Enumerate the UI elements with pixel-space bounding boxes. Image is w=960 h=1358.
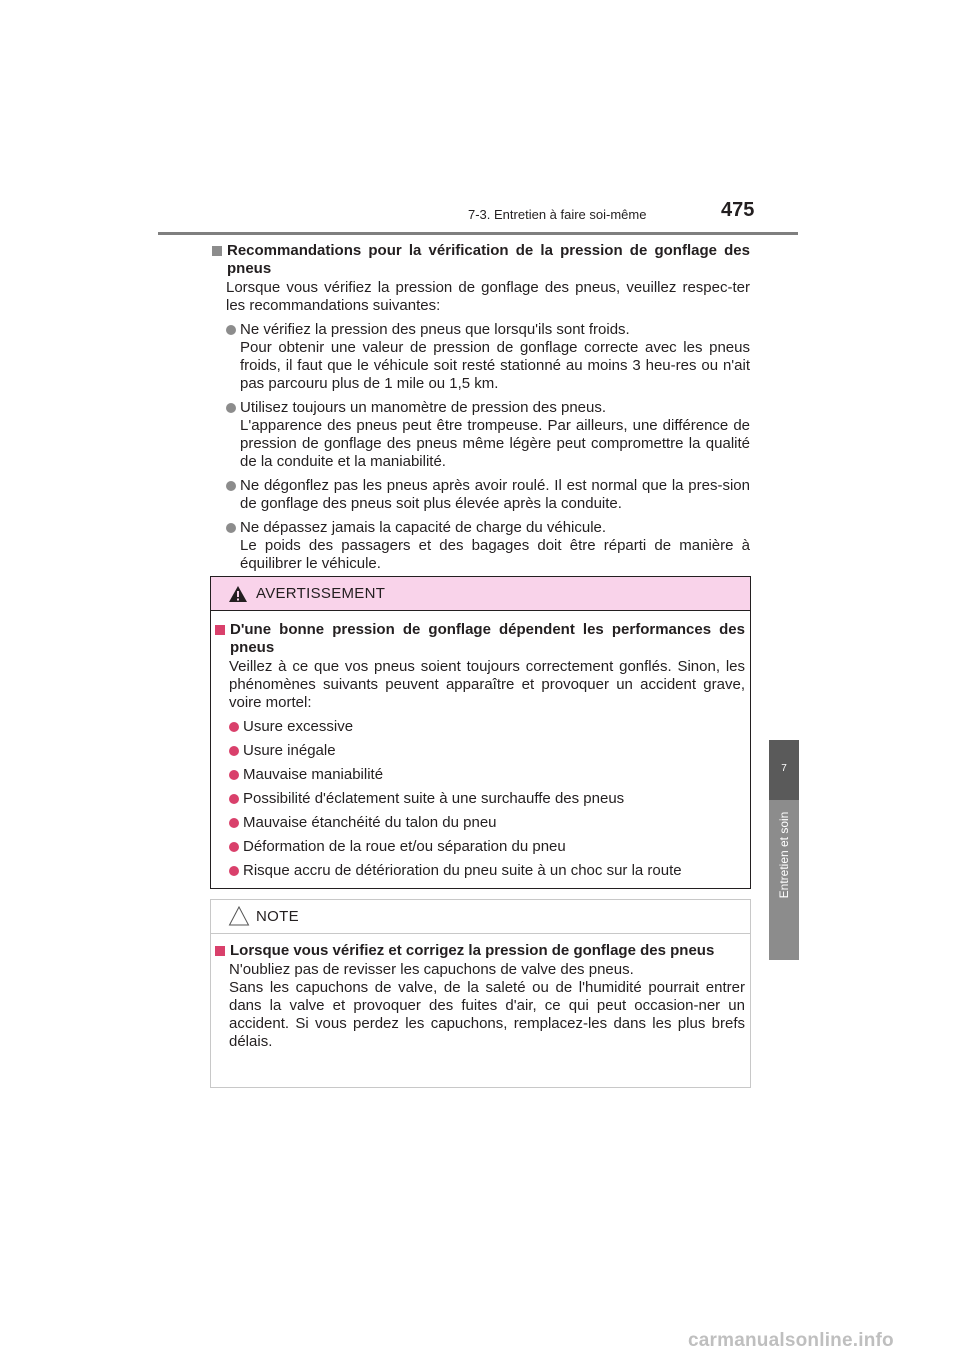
square-bullet-icon [215, 946, 225, 956]
header-divider [158, 232, 798, 235]
list-item: Usure inégale [229, 742, 745, 760]
list-item: Ne vérifiez la pression des pneus que lorsqu'ils sont froids. Pour obtenir une valeur de pression de gonflage correcte avec les pneus froids, il faut que le véhicule soit resté stationné au moins 3 heu-res ou n'ait pas parcouru plus de 1 mile ou 1,5 km. [226, 321, 750, 393]
warning-title: AVERTISSEMENT [256, 585, 386, 602]
circle-bullet-icon [229, 794, 239, 804]
note-line-1: N'oubliez pas de revisser les capuchons de valve des pneus. [229, 961, 634, 978]
list-item: Risque accru de détérioration du pneu suite à un choc sur la route [229, 862, 745, 880]
warning-body [215, 621, 745, 880]
circle-bullet-icon [226, 481, 236, 491]
circle-bullet-icon [226, 403, 236, 413]
recommendations-intro: Lorsque vous vérifiez la pression de gonflage des pneus, veuillez respec-ter les recommandations suivantes: [226, 279, 750, 314]
circle-bullet-icon [229, 842, 239, 852]
note-heading: Lorsque vous vérifiez et corrigez la pression de gonflage des pneus [215, 942, 745, 960]
list-item: Possibilité d'éclatement suite à une surchauffe des pneus [229, 790, 745, 808]
circle-bullet-icon [229, 818, 239, 828]
section-title: 7-3. Entretien à faire soi-même [468, 207, 647, 222]
note-line-2: Sans les capuchons de valve, de la saleté ou de l'humidité pourrait entrer dans la valve et provoquer des fuites d'air, ce qui peut occasion-ner un accident. Si vous perdez les capuchons, remplacez-les dans les plus brefs délais. [229, 979, 745, 1050]
list-item: Déformation de la roue et/ou séparation du pneu [229, 838, 745, 856]
note-body [215, 942, 745, 1051]
page-number: 475 [721, 199, 755, 221]
list-item: Mauvaise maniabilité [229, 766, 745, 784]
recommendations-heading: Recommandations pour la vérification de la pression de gonflage des pneus [212, 242, 750, 278]
list-item: Ne dégonflez pas les pneus après avoir roulé. Il est normal que la pres-sion de gonflage des pneus soit plus élevée après la conduite. [226, 477, 750, 513]
circle-bullet-icon [226, 325, 236, 335]
square-bullet-icon [212, 246, 222, 256]
circle-bullet-icon [229, 746, 239, 756]
warning-heading: D'une bonne pression de gonflage dépendent les performances des pneus [215, 621, 745, 657]
list-item: Utilisez toujours un manomètre de pression des pneus. L'apparence des pneus peut être trompeuse. Par ailleurs, une différence de pression de gonflage des pneus même légère peut compromettre la qualité de la conduite et la maniabilité. [226, 399, 750, 471]
chapter-label: Entretien et soin [777, 811, 791, 899]
chapter-tab [769, 740, 799, 800]
note-box [210, 899, 751, 1088]
warning-box [210, 576, 751, 889]
warning-intro: Veillez à ce que vos pneus soient toujours correctement gonflés. Sinon, les phénomènes suivants peuvent apparaître et provoquer un accident grave, voire mortel: [229, 658, 745, 711]
list-item: Ne dépassez jamais la capacité de charge du véhicule. Le poids des passagers et des bagages doit être réparti de manière à équilibrer le véhicule. [226, 519, 750, 573]
chapter-number: 7 [781, 763, 787, 774]
circle-bullet-icon [229, 770, 239, 780]
list-item: Usure excessive [229, 718, 745, 736]
recommendations-section [212, 242, 750, 573]
circle-bullet-icon [226, 523, 236, 533]
warning-triangle-icon [228, 585, 248, 603]
list-item: Mauvaise étanchéité du talon du pneu [229, 814, 745, 832]
watermark: carmanualsonline.info [688, 1330, 894, 1351]
warning-header [211, 577, 750, 611]
circle-bullet-icon [229, 722, 239, 732]
square-bullet-icon [215, 625, 225, 635]
circle-bullet-icon [229, 866, 239, 876]
note-title: NOTE [256, 908, 299, 925]
note-header [211, 900, 750, 934]
caution-outline-icon [228, 905, 250, 927]
